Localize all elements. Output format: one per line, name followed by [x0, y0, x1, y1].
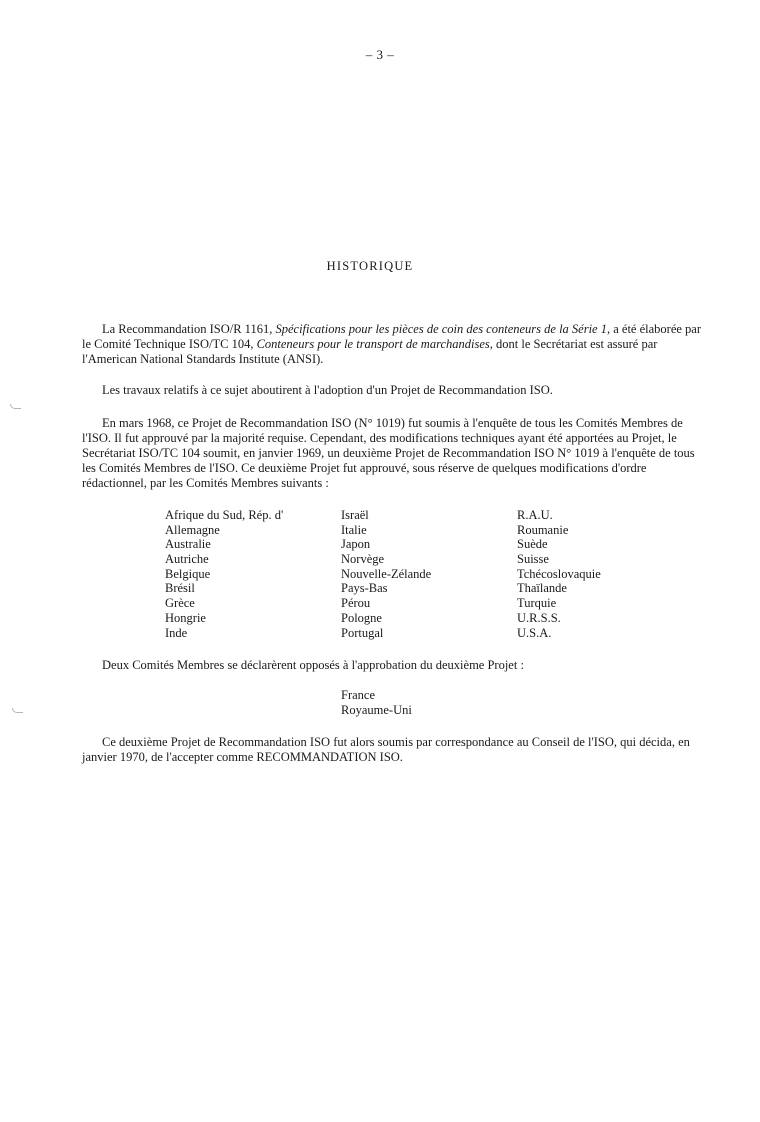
- list-item: Suède: [517, 537, 548, 552]
- margin-mark: [12, 708, 23, 713]
- list-item: Afrique du Sud, Rép. d': [165, 508, 284, 522]
- conclusion-text: Ce deuxième Projet de Recommandation ISO fut alors soumis par correspondance au Conseil de l'ISO, qui décida, en janvier 1970, de l'accepter comme RECOMMANDATION ISO.: [82, 735, 690, 764]
- list-item: Israël: [341, 508, 369, 522]
- list-item: Pologne: [341, 610, 382, 625]
- paragraph-opposition: [82, 658, 702, 673]
- page-number: – 3 –: [365, 47, 395, 62]
- opposing-members-list: [341, 688, 412, 718]
- list-item: Autriche: [165, 552, 209, 567]
- list-item: Suisse: [517, 552, 549, 567]
- list-item: Hongrie: [165, 610, 206, 625]
- list-item: Royaume-Uni: [341, 703, 412, 717]
- members-column-1: [165, 508, 283, 640]
- committee-name: Conteneurs pour le transport de marchandises,: [256, 337, 493, 351]
- page-title: HISTORIQUE: [326, 259, 414, 273]
- adoption-text: Les travaux relatifs à ce sujet aboutirent à l'adoption d'un Projet de Recommandation ISO.: [102, 383, 553, 397]
- list-item: Belgique: [165, 566, 211, 581]
- list-item: Portugal: [341, 625, 384, 640]
- list-item: Grèce: [165, 596, 195, 611]
- list-item: Turquie: [517, 596, 557, 611]
- list-item: Tchécoslovaquie: [517, 566, 601, 581]
- list-item: Australie: [165, 537, 211, 552]
- intro-text-b: a été élaborée par le Comité Technique ISO/TC 104,: [82, 322, 702, 351]
- paragraph-adoption: [82, 383, 702, 398]
- history-text: En mars 1968, ce Projet de Recommandation ISO (N° 1019) fut soumis à l'enquête de tous les Comités Membres de l'ISO. Il fut approuvé par la majorité requise. Cependant, des modifications techniques ayant été apportées au Projet, le Secrétariat ISO/TC 104 soumit, en janvier 1969, un deuxième Projet de Recommandation ISO N° 1019 à l'enquête de tous les Comités Membres de l'ISO. Ce deuxième Projet fut approuvé, sous réserve de quelques modifications d'ordre rédactionnel, par les Comités Membres suivants :: [82, 416, 695, 490]
- list-item: Inde: [165, 625, 188, 640]
- list-item: Allemagne: [165, 522, 220, 537]
- list-item: U.S.A.: [517, 625, 552, 640]
- list-item: Japon: [341, 537, 371, 552]
- paragraph-conclusion: [82, 735, 702, 765]
- list-item: France: [341, 688, 376, 702]
- opposition-text: Deux Comités Membres se déclarèrent opposés à l'approbation du deuxième Projet :: [102, 658, 524, 672]
- paragraph-introduction: [82, 322, 702, 367]
- list-item: Norvège: [341, 552, 385, 567]
- list-item: Roumanie: [517, 522, 569, 537]
- margin-mark: [10, 404, 21, 409]
- intro-text-c: dont le Secrétariat est assuré par l'American National Standards Institute (ANSI).: [82, 337, 658, 366]
- paragraph-history: [82, 416, 702, 491]
- list-item: U.R.S.S.: [517, 610, 561, 625]
- members-column-3: [517, 508, 601, 640]
- list-item: Nouvelle-Zélande: [341, 566, 432, 581]
- list-item: Pérou: [341, 596, 371, 611]
- list-item: Thaïlande: [517, 581, 567, 596]
- recommendation-title: Spécifications pour les pièces de coin des conteneurs de la Série 1,: [275, 322, 611, 336]
- list-item: Pays-Bas: [341, 581, 388, 596]
- members-column-2: [341, 508, 431, 640]
- intro-text-a: La Recommandation ISO/R 1161,: [102, 322, 276, 336]
- list-item: R.A.U.: [517, 508, 553, 522]
- list-item: Italie: [341, 522, 367, 537]
- list-item: Brésil: [165, 581, 195, 596]
